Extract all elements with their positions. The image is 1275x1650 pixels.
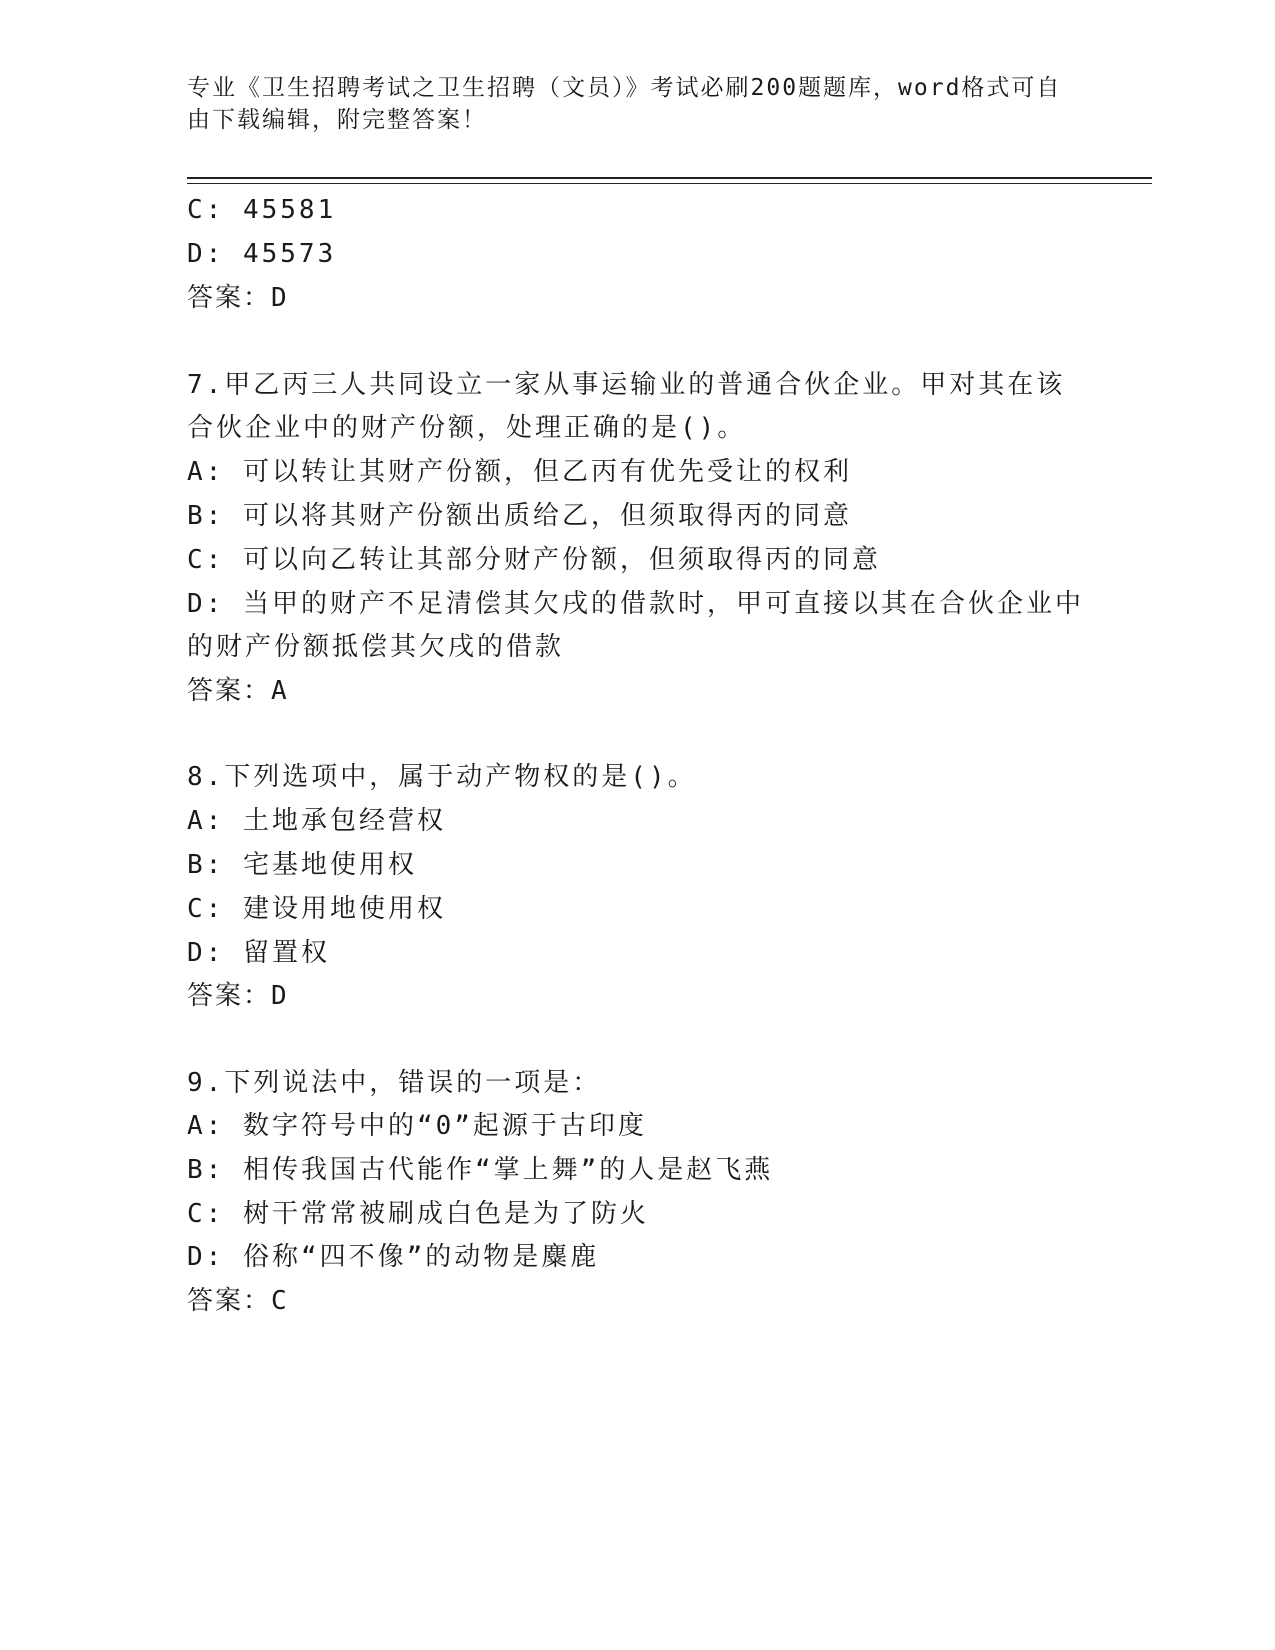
header-title-line: 专业《卫生招聘考试之卫生招聘（文员）》考试必刷200题题库，word格式可自: [187, 75, 1062, 101]
question-stem: 9.下列说法中，错误的一项是：: [187, 1068, 602, 1098]
header-divider-thick: [187, 177, 1152, 179]
document-header: [187, 72, 1067, 136]
option-d: D: 俗称“四不像”的动物是麋鹿: [187, 1242, 600, 1272]
answer-line: 答案：D: [187, 283, 289, 313]
answer-line: 答案：A: [187, 676, 289, 706]
option-b: B: 可以将其财产份额出质给乙，但须取得丙的同意: [187, 501, 852, 531]
option-a: A: 土地承包经营权: [187, 806, 446, 836]
option-c: C: 45581: [187, 195, 337, 225]
header-title-line: 由下载编辑，附完整答案！: [187, 107, 487, 133]
option-d: D: 45573: [187, 239, 337, 269]
option-d: D: 留置权: [187, 938, 330, 968]
option-d: D: 当甲的财产不足清偿其欠戌的借款时，甲可直接以其在合伙企业中: [187, 589, 1084, 619]
option-a: A: 数字符号中的“0”起源于古印度: [187, 1111, 647, 1141]
question-stem: 8.下列选项中，属于动产物权的是()。: [187, 762, 697, 792]
answer-line: 答案：C: [187, 1286, 289, 1316]
option-d: 的财产份额抵偿其欠戌的借款: [187, 632, 565, 662]
option-c: C: 建设用地使用权: [187, 894, 446, 924]
option-c: C: 树干常常被刷成白色是为了防火: [187, 1199, 649, 1229]
question-stem: 合伙企业中的财产份额，处理正确的是()。: [187, 413, 747, 443]
answer-line: 答案：D: [187, 981, 289, 1011]
option-b: B: 相传我国古代能作“掌上舞”的人是赵飞燕: [187, 1155, 774, 1185]
question-stem: 7.甲乙丙三人共同设立一家从事运输业的普通合伙企业。甲对其在该: [187, 370, 1066, 400]
header-divider-thin: [187, 183, 1152, 184]
option-a: A: 可以转让其财产份额，但乙丙有优先受让的权利: [187, 457, 852, 487]
option-c: C: 可以向乙转让其部分财产份额，但须取得丙的同意: [187, 545, 881, 575]
option-b: B: 宅基地使用权: [187, 850, 417, 880]
